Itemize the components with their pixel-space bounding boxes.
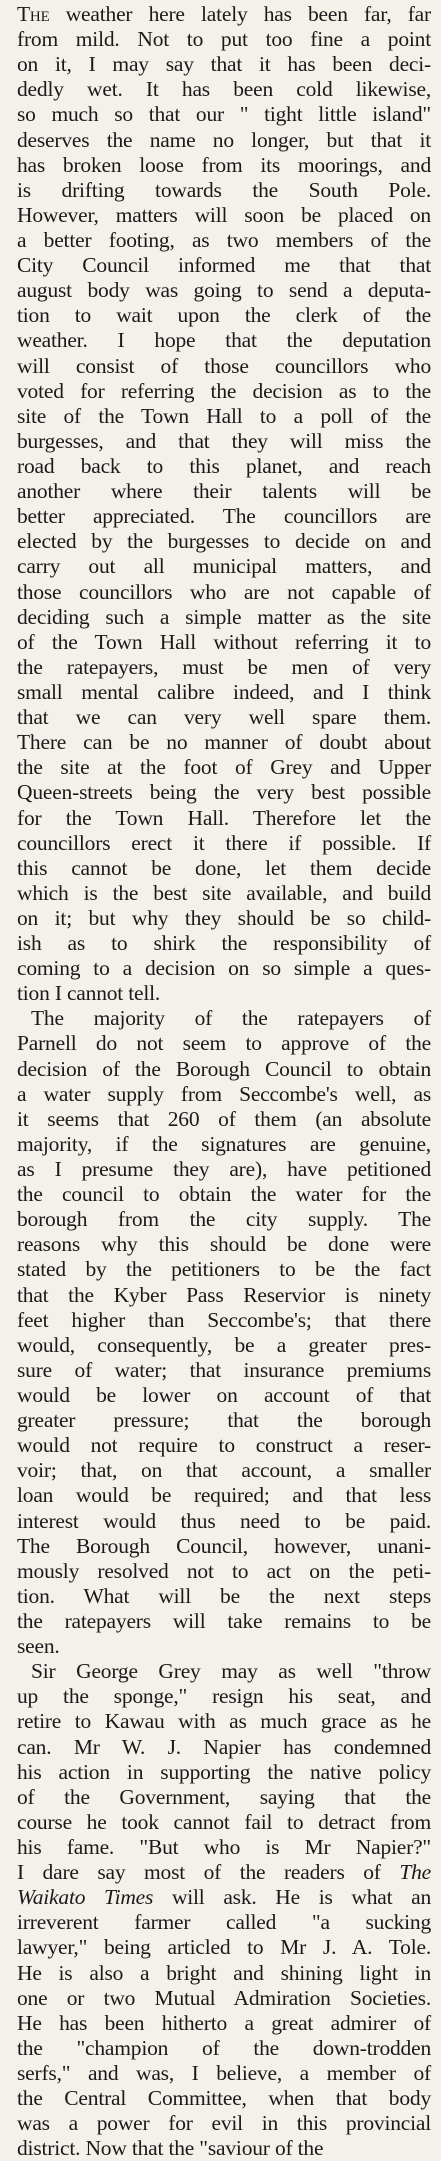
text-line: would be lower on account of that: [17, 1383, 431, 1408]
text-line: The majority of the ratepayers of: [31, 1006, 431, 1031]
text-line: mously resolved not to act on the peti-: [17, 1558, 431, 1583]
text-line: district. Now that the "saviour of the: [17, 2136, 324, 2161]
text-line: another where their talents will be: [17, 479, 431, 504]
text-line: The weather here lately has been far, far: [17, 2, 431, 26]
text-line: of the Town Hall without referring it to: [17, 629, 431, 654]
text-line: would not require to construct a reser-: [17, 1433, 431, 1458]
text-line: seen.: [17, 1634, 60, 1659]
text-line: Queen-streets being the very best possible: [17, 780, 431, 805]
text-line: was a power for evil in this provincial: [17, 2111, 431, 2136]
text-line: this cannot be done, let them decide: [17, 855, 431, 880]
text-line: elected by the burgesses to decide on and: [17, 529, 431, 554]
text-line: for the Town Hall. Therefore let the: [17, 805, 431, 830]
text-line: the "champion of the down-trodden: [17, 2035, 431, 2060]
text-line: which is the best site available, and build: [17, 880, 431, 905]
text-line: the Central Committee, when that body: [17, 2086, 431, 2111]
text-line: course he took cannot fail to detract from: [17, 1809, 431, 1834]
text-line: his fame. "But who is Mr Napier?": [17, 1834, 431, 1859]
text-line: road back to this planet, and reach: [17, 453, 431, 478]
text-line: tion to wait upon the clerk of the: [17, 303, 431, 328]
text-line: majority, if the signatures are genuine,: [17, 1131, 431, 1156]
text-line: august body was going to send a deputa-: [17, 278, 431, 303]
text-line: those councillors who are not capable of: [17, 579, 431, 604]
text-line: up the sponge," resign his seat, and: [17, 1684, 431, 1709]
text-line: lawyer," being articled to Mr J. A. Tole.: [17, 1935, 431, 1960]
text-line: of the Government, saying that the: [17, 1784, 431, 1809]
text-line: He has been hitherto a great admirer of: [17, 2010, 431, 2035]
text-line: carry out all municipal matters, and: [17, 554, 431, 579]
text-line: the council to obtain the water for the: [17, 1182, 431, 1207]
text-line: I dare say most of the readers of The: [17, 1860, 431, 1885]
text-line: on it; but why they should be so child-: [17, 905, 431, 930]
text-line: irreverent farmer called "a sucking: [17, 1910, 431, 1935]
text-line: from mild. Not to put too fine a point: [17, 27, 431, 52]
text-line: the ratepayers, must be men of very: [17, 654, 431, 679]
paragraph: [17, 2, 431, 1006]
text-line: can. Mr W. J. Napier has condemned: [17, 1734, 431, 1759]
text-line: small mental calibre indeed, and I think: [17, 679, 431, 704]
text-line: is drifting towards the South Pole.: [17, 177, 431, 202]
text-line: dedly wet. It has been cold likewise,: [17, 77, 431, 102]
text-line: Sir George Grey may as well "throw: [31, 1659, 431, 1684]
text-line: a better footing, as two members of the: [17, 227, 431, 252]
text-line: There can be no manner of doubt about: [17, 730, 431, 755]
text-line: one or two Mutual Admiration Societies.: [17, 1985, 431, 2010]
article-body: [17, 2, 431, 2161]
text-line: voted for referring the decision as to the: [17, 378, 431, 403]
text-line: sure of water; that insurance premiums: [17, 1357, 431, 1382]
text-line: tion. What will be the next steps: [17, 1583, 431, 1608]
text-line: tion I cannot tell.: [17, 981, 161, 1006]
text-line: serfs," and was, I believe, a member of: [17, 2060, 431, 2085]
text-line: coming to a decision on so simple a ques-: [17, 956, 431, 981]
text-line: burgesses, and that they will miss the: [17, 428, 431, 453]
text-line: it seems that 260 of them (an absolute: [17, 1106, 431, 1131]
text-line: However, matters will soon be placed on: [17, 202, 431, 227]
text-line: City Council informed me that that: [17, 253, 431, 278]
text-line: ish as to shirk the responsibility of: [17, 931, 431, 956]
text-line: that we can very well spare them.: [17, 705, 431, 730]
text-line: weather. I hope that the deputation: [17, 328, 431, 353]
text-line: his action in supporting the native policy: [17, 1759, 431, 1784]
text-line: has broken loose from its moorings, and: [17, 152, 431, 177]
paragraph: [17, 1659, 431, 2161]
text-line: so much so that our " tight little island": [17, 102, 431, 127]
text-line: deserves the name no longer, but that it: [17, 127, 431, 152]
text-line: as I presume they are), have petitioned: [17, 1157, 431, 1182]
text-line: interest would thus need to be paid.: [17, 1508, 431, 1533]
text-line: deciding such a simple matter as the site: [17, 604, 431, 629]
text-line: Waikato Times will ask. He is what an: [17, 1885, 431, 1910]
text-line: would, consequently, be a greater pres-: [17, 1332, 431, 1357]
text-line: Parnell do not seem to approve of the: [17, 1031, 431, 1056]
text-line: greater pressure; that the borough: [17, 1408, 431, 1433]
text-line: feet higher than Seccombe's; that there: [17, 1307, 431, 1332]
text-line: on it, I may say that it has been deci-: [17, 52, 431, 77]
text-line: better appreciated. The councillors are: [17, 504, 431, 529]
paragraph: [17, 1006, 431, 1659]
text-line: loan would be required; and that less: [17, 1483, 431, 1508]
text-line: retire to Kawau with as much grace as he: [17, 1709, 431, 1734]
text-line: the ratepayers will take remains to be: [17, 1609, 431, 1633]
text-line: councillors erect it there if possible. If: [17, 830, 431, 855]
text-line: He is also a bright and shining light in: [17, 1960, 431, 1985]
text-line: that the Kyber Pass Reservior is ninety: [17, 1282, 431, 1307]
text-line: stated by the petitioners to be the fact: [17, 1257, 431, 1282]
text-line: borough from the city supply. The: [17, 1207, 431, 1232]
text-line: a water supply from Seccombe's well, as: [17, 1081, 431, 1106]
text-line: will consist of those councillors who: [17, 353, 431, 378]
text-line: reasons why this should be done were: [17, 1232, 431, 1257]
text-line: The Borough Council, however, unani-: [17, 1533, 431, 1558]
text-line: site of the Town Hall to a poll of the: [17, 403, 431, 428]
text-line: the site at the foot of Grey and Upper: [17, 755, 431, 780]
text-line: voir; that, on that account, a smaller: [17, 1458, 431, 1483]
text-line: decision of the Borough Council to obtain: [17, 1056, 431, 1081]
